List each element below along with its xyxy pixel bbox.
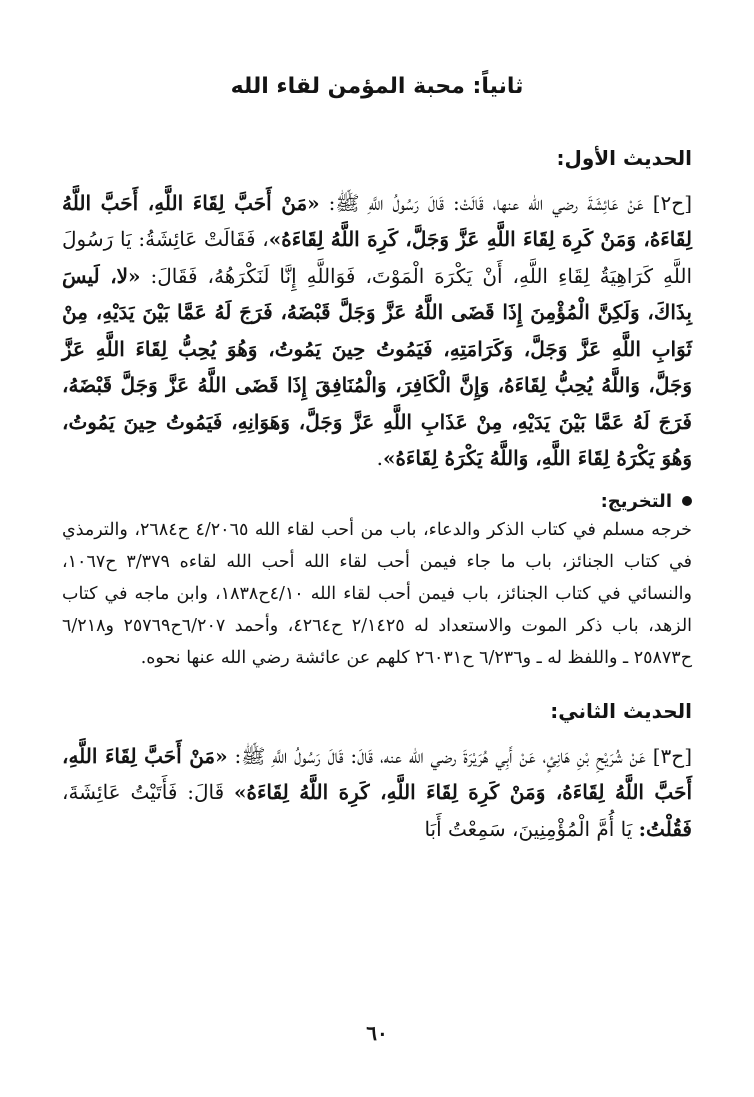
takhrij-label-row (62, 491, 692, 512)
hadith-2-heading: الحديث الثاني: (550, 698, 692, 723)
hadith-1-quote-1: «مَنْ أَحَبَّ لِقَاءَ اللَّهِ، أَحَبَّ اللَّهُ لِقَاءَهُ، وَمَنْ كَرِهَ لِقَاءَ اللَّهِ عَزَّ وَجَلَّ، كَرِهَ اللَّهُ لِقَاءَهُ» (62, 190, 693, 252)
hadith-2-end: يَا أُمَّ الْمُؤْمِنِينَ، سَمِعْتُ أَبَا (424, 816, 639, 841)
takhrij-text: خرجه مسلم في كتاب الذكر والدعاء، باب من أحب لقاء الله ٤/٢٠٦٥ ح٢٦٨٤، والترمذي في كتاب الجنائز، باب ما جاء فيمن أحب لقاء الله أحب الله لقاءه ٣/٣٧٩ ح١٠٦٧، والنسائي في كتاب الجنائز، باب فيمن أحب لقاء الله ٤/١٠ح١٨٣٨، وابن ماجه في كتاب الزهد، باب ذكر الموت والاستعداد له ٢/١٤٢٥ ح٤٢٦٤، وأحمد ٦/٢٠٧ح٢٥٧٦٩ و٦/٢١٨ ح٢٥٨٧٣ ـ واللفظ له ـ و٦/٢٣٦ ح٢٦٠٣١ كلهم عن عائشة رضي الله عنها نحوه. (62, 519, 693, 668)
hadith-1-end: . (376, 446, 383, 471)
hadith-1-mid: ، فَقَالَتْ عَائِشَةُ: يَا رَسُولَ اللَّهِ كَرَاهِيَةُ لِقَاءِ اللَّهِ، أَنْ يَكْرَهَ الْمَوْتَ، فَوَاللَّهِ إِنَّا لَنَكْرَهُهُ، فَقَالَ: (62, 227, 692, 288)
hadith-1-quote-2: «لا، لَيسَ بِذَاكَ، وَلَكِنَّ الْمُؤْمِنَ إِذَا قَضَى اللَّهُ عَزَّ وَجَلَّ قَبْضَهُ، فَرَجَ لَهُ عَمَّا بَيْنَ يَدَيْهِ، مِنْ ثَوَابِ اللَّهِ عَزَّ وَجَلَّ، وَكَرَامَتِهِ، فَيَمُوتُ حِينَ يَمُوتُ، وَهُوَ يُحِبُّ لِقَاءَ اللَّهِ عَزَّ وَجَلَّ، وَاللَّهُ يُحِبُّ لِقَاءَهُ، وَإِنَّ الْكَافِرَ، وَالْمُنَافِقَ إِذَا قَضَى اللَّهُ عَزَّ وَجَلَّ قَبْضَهُ، فَرَجَ لَهُ عَمَّا بَيْنَ يَدَيْهِ، مِنْ عَذَابِ اللَّهِ عَزَّ وَجَلَّ، وَهَوَانِهِ، فَيَمُوتُ حِينَ يَمُوتُ، وَهُوَ يَكْرَهُ لِقَاءَ اللَّهِ، وَاللَّهُ يَكْرَهُ لِقَاءَهُ» (62, 263, 692, 471)
hadith-2-text (62, 738, 692, 848)
hadith-2-faqultu: فَقُلْتُ: (638, 816, 692, 841)
bullet-icon (682, 496, 692, 506)
hadith-1-intro: [ح٢] عَنْ عَائِشَةَ رضي الله عنها، قَالَتْ: قَالَ رَسُولُ اللَّهِ ﷺ: (319, 190, 692, 215)
hadith-1-text (62, 185, 692, 477)
section-title: ثانياً: محبة المؤمن لقاء الله (230, 74, 524, 99)
page-number: ٦٠ (366, 1021, 388, 1045)
hadith-2-intro: [ح٣] عَنْ شُرَيْحِ بْنِ هَانِئٍ، عَنْ أَبِي هُرَيْرَةَ رضي الله عنه، قَالَ: قَالَ رَسُولُ اللَّهِ ﷺ: (227, 743, 692, 768)
takhrij-label: التخريج: (600, 490, 672, 512)
hadith-1-heading: الحديث الأول: (556, 145, 692, 170)
hadith-2-quote: «مَنْ أَحَبَّ لِقَاءَ اللَّهِ، أَحَبَّ اللَّهُ لِقَاءَهُ، وَمَنْ كَرِهَ لِقَاءَ اللَّهِ، كَرِهَ اللَّهُ لِقَاءَهُ» (62, 743, 692, 805)
hadith-2-after-quote: قَالَ: فَأَتَيْتُ عَائِشَةَ، (62, 780, 235, 805)
